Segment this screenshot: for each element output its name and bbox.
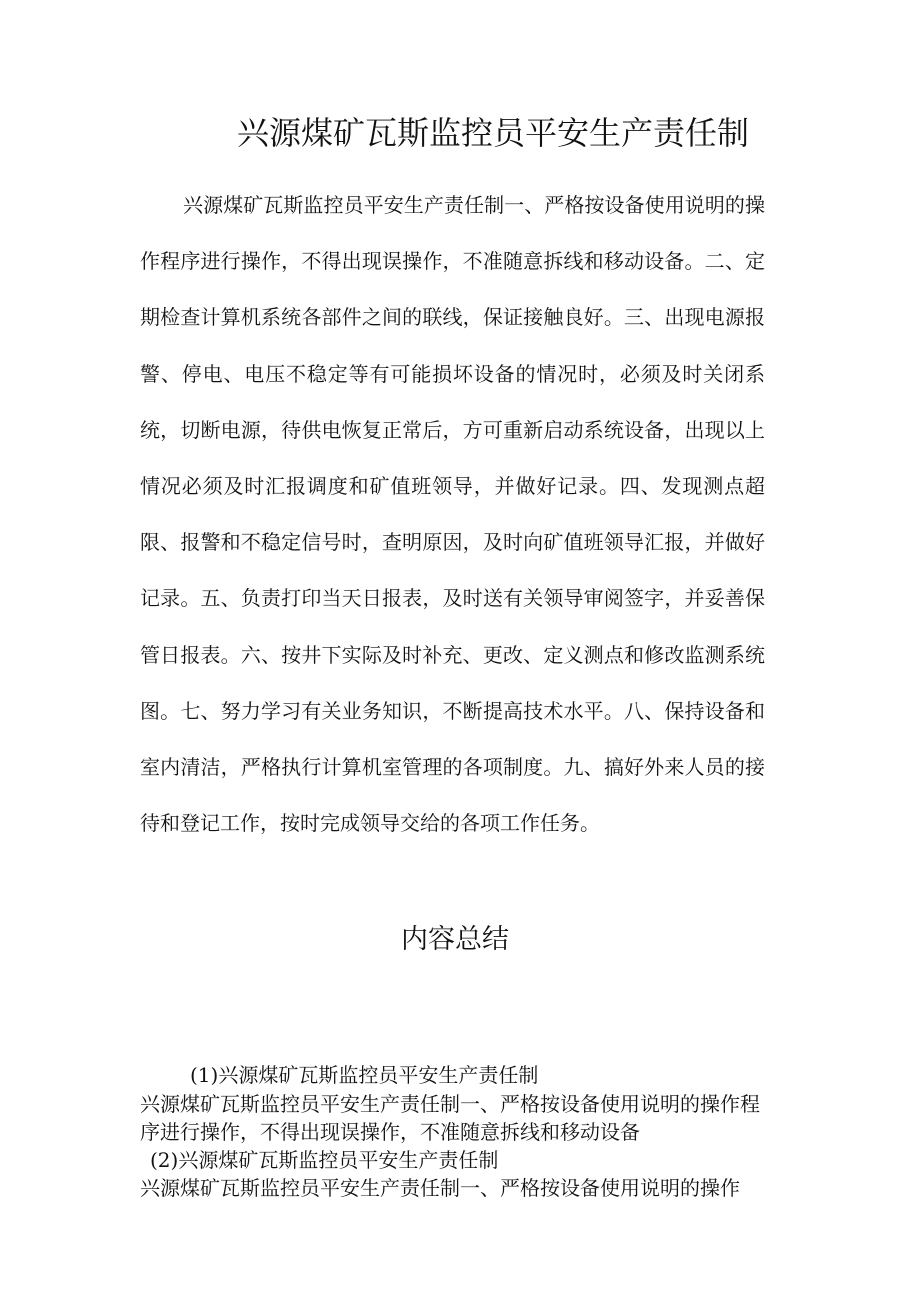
summary-item-heading: (2)兴源煤矿瓦斯监控员平安生产责任制 [150, 1148, 499, 1172]
document-body-paragraph [140, 177, 765, 851]
summary-item-text: 兴源煤矿瓦斯监控员平安生产责任制一、严格按设备使用说明的操作 [140, 1176, 740, 1200]
body-line: 统，切断电源，待供电恢复正常后，方可重新启动系统设备，出现以上 [140, 417, 765, 442]
body-line: 管日报表。六、按井下实际及时补充、更改、定义测点和修改监测系统 [140, 642, 765, 667]
body-line: 作程序进行操作，不得出现误操作，不准随意拆线和移动设备。二、定 [140, 249, 765, 274]
summary-item [140, 1060, 765, 1146]
summary-item-text: 兴源煤矿瓦斯监控员平安生产责任制一、严格按设备使用说明的操作程序进行操作，不得出现误操作，不准随意拆线和移动设备 [140, 1092, 760, 1144]
body-line: 限、报警和不稳定信号时，查明原因，及时向矿值班领导汇报，并做好 [140, 530, 765, 555]
summary-heading: 内容总结 [401, 924, 509, 955]
body-line: 待和登记工作，按时完成领导交给的各项工作任务。 [140, 811, 600, 836]
summary-item-heading: (1)兴源煤矿瓦斯监控员平安生产责任制 [190, 1063, 539, 1087]
body-line: 期检查计算机系统各部件之间的联线，保证接触良好。三、出现电源报 [140, 305, 765, 330]
body-line: 情况必须及时汇报调度和矿值班领导，并做好记录。四、发现测点超 [140, 474, 765, 499]
body-line: 警、停电、电压不稳定等有可能损坏设备的情况时，必须及时关闭系 [140, 361, 765, 386]
document-title: 兴源煤矿瓦斯监控员平安生产责任制 [237, 114, 750, 152]
body-line: 兴源煤矿瓦斯监控员平安生产责任制一、严格按设备使用说明的操 [183, 193, 765, 217]
body-line: 室内清洁，严格执行计算机室管理的各项制度。九、搞好外来人员的接 [140, 755, 765, 780]
body-line: 记录。五、负责打印当天日报表，及时送有关领导审阅签字，并妥善保 [140, 586, 765, 611]
summary-list [140, 1060, 765, 1202]
body-line: 图。七、努力学习有关业务知识，不断提高技术水平。八、保持设备和 [140, 698, 765, 723]
summary-item [140, 1146, 765, 1202]
